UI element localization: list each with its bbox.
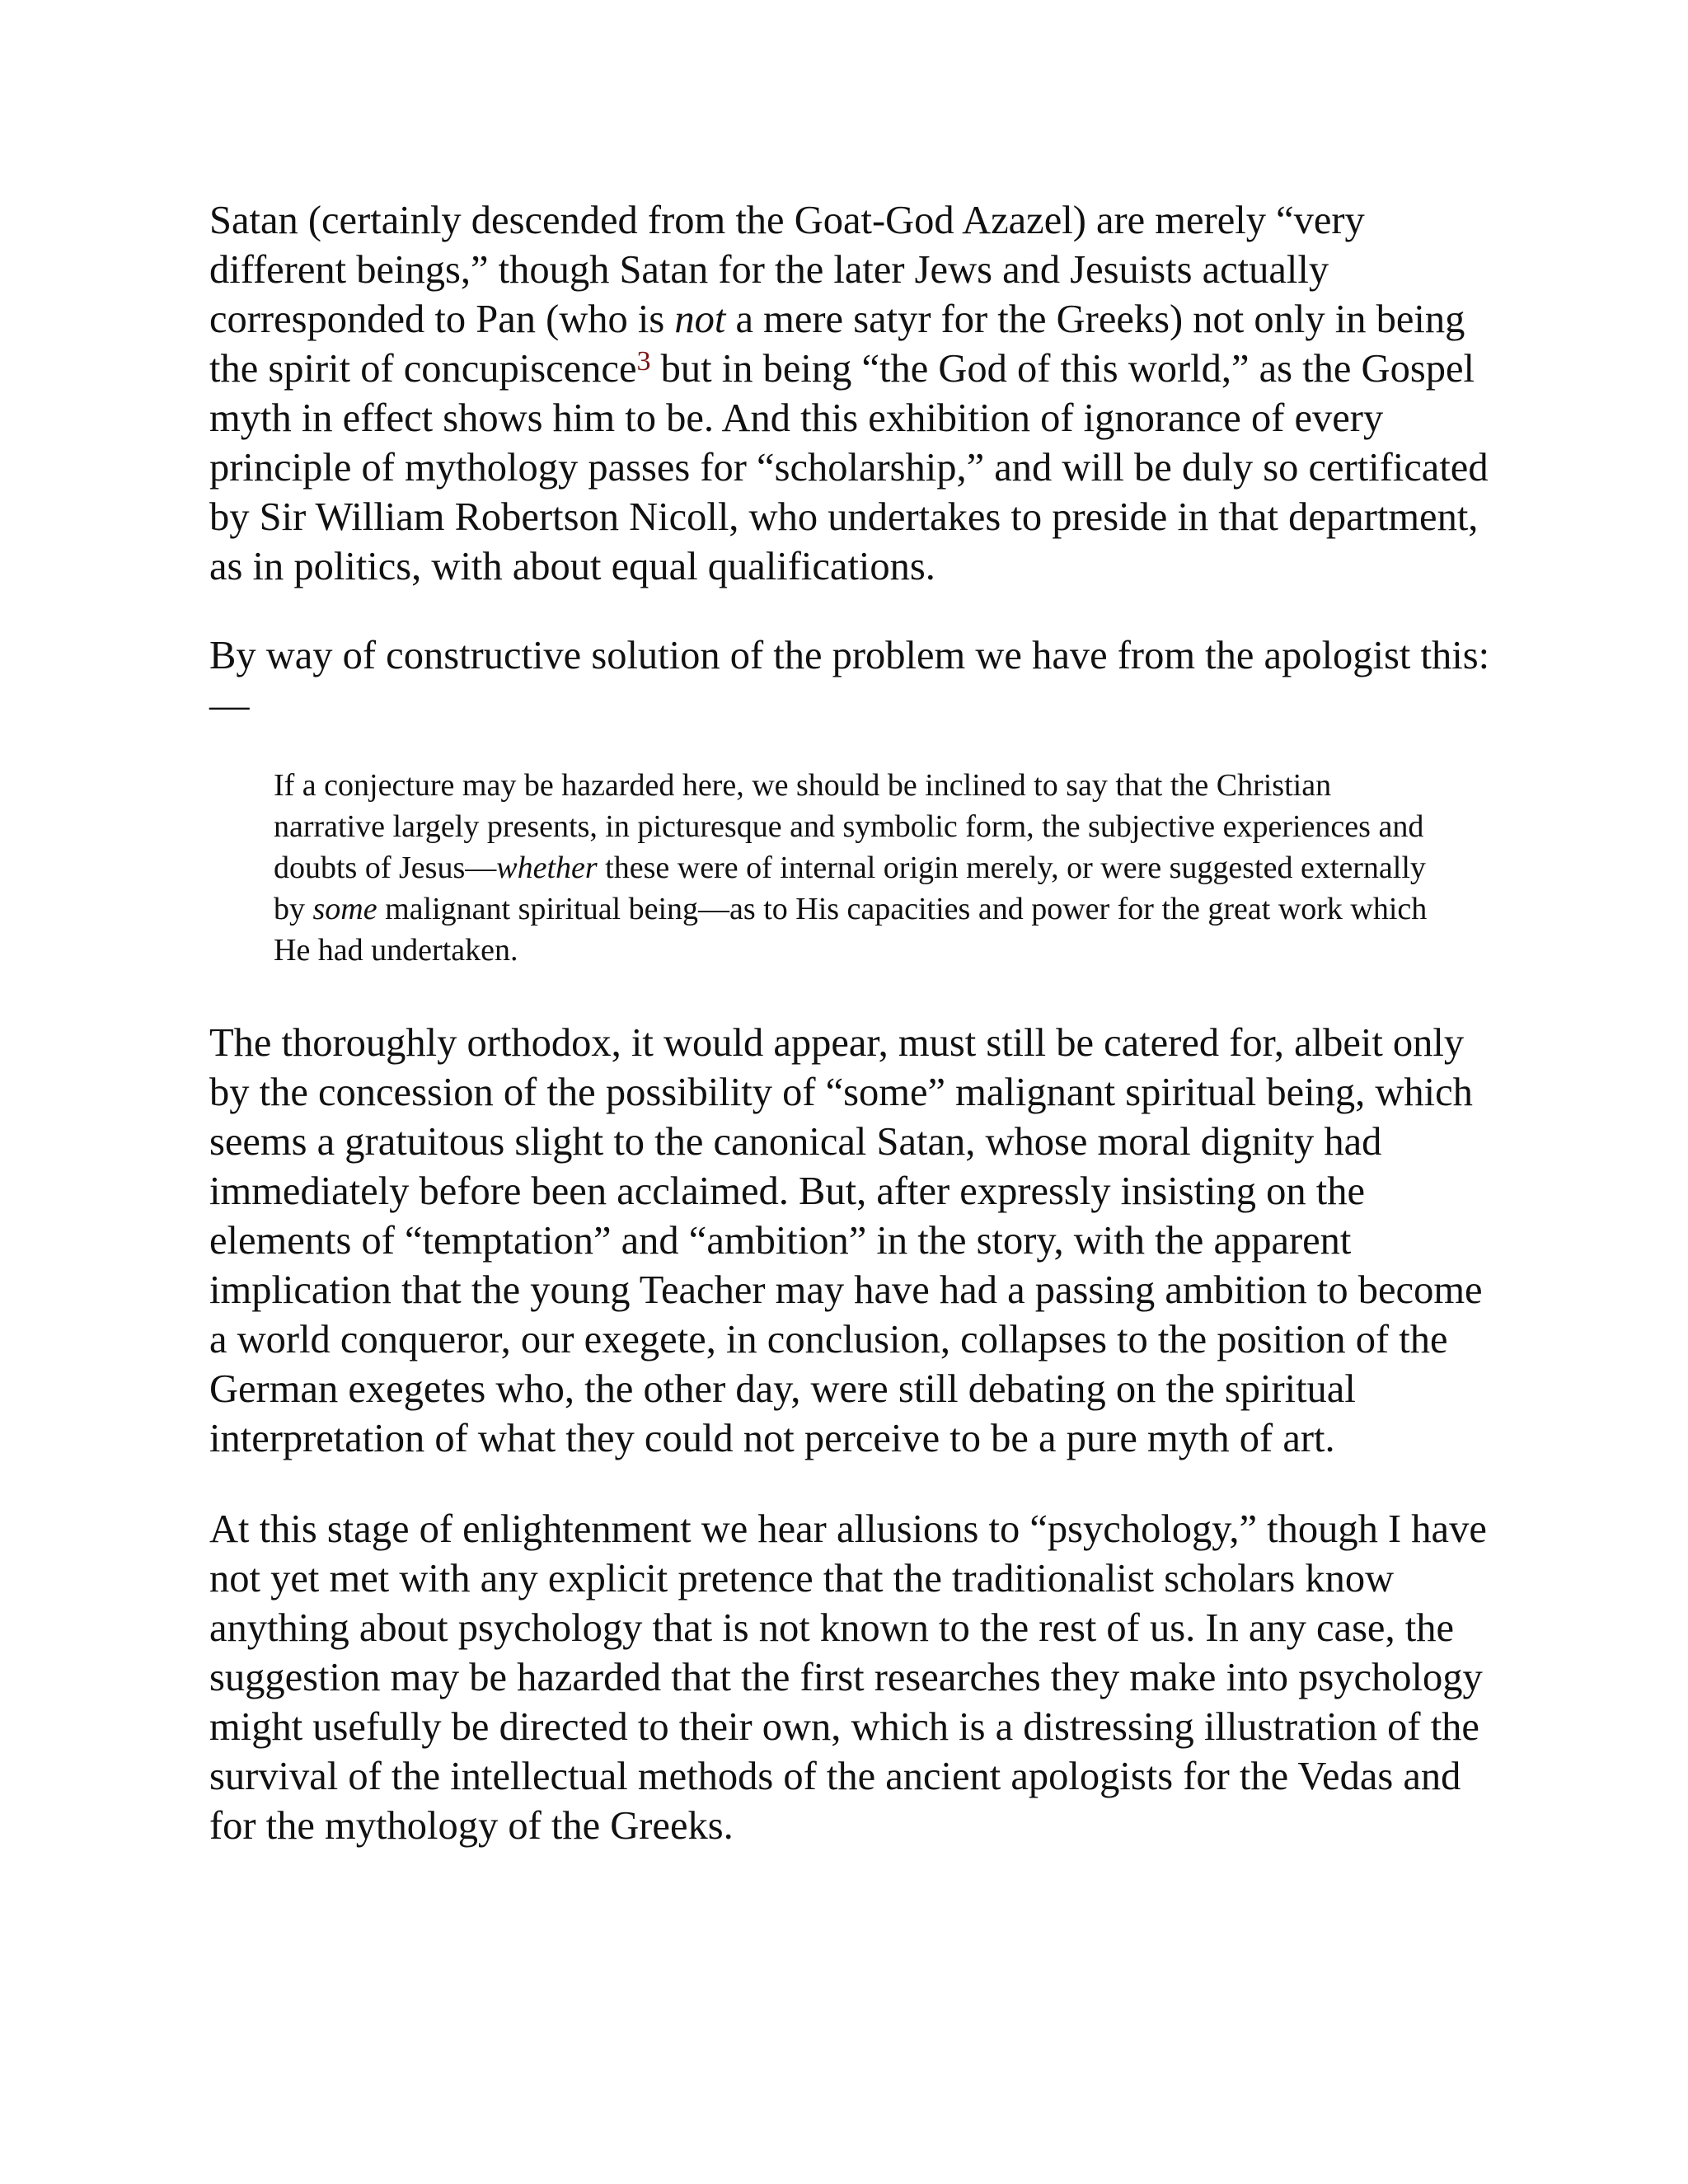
quote-text-c: malignant spiritual being—as to His capacities and power for the great work which He had undertaken. [274, 892, 1428, 968]
quote-emphasis-some: some [312, 892, 377, 926]
p1-text-b: a mere satyr for the Greeks) not only in being the spirit of concupiscence [209, 298, 1465, 391]
quote-emphasis-whether: whether [496, 851, 598, 885]
p1-emphasis-not: not [674, 298, 726, 341]
paragraph-constructive-solution: By way of constructive solution of the problem we have from the apologist this:— [209, 634, 1490, 727]
p1-text-a: Satan (certainly descended from the Goat-God Azazel) are merely “very different beings,” though Satan for the later Jews and Jesuists actually corresponded to Pan (who is [209, 199, 1365, 341]
block-quote-conjecture [274, 765, 1444, 971]
footnote-ref-3[interactable]: 3 [636, 346, 651, 377]
paragraph-psychology: At this stage of enlightenment we hear allusions to “psychology,” though I have not yet met with any explicit pretence that the traditionalist scholars know anything about psychology that is not known to the rest of us. In any case, the suggestion may be hazarded that the first researches they make into psychology might usefully be directed to their own, which is a distressing illustration of the survival of the intellectual methods of the ancient apologists for the Vedas and for the mythology of the Greeks. [209, 1507, 1487, 1848]
paragraph-satan-pan [209, 196, 1495, 592]
p1-text-c: but in being “the God of this world,” as the Gospel myth in effect shows him to be. And this exhibition of ignorance of every principle of mythology passes for “scholarship,” and will be duly so certificated by Sir William Robertson Nicoll, who undertakes to preside in that department, as in politics, with about equal qualifications. [209, 347, 1489, 588]
quote-text-b: these were of internal origin merely, or were suggested externally by [274, 851, 1426, 926]
paragraph-thoroughly-orthodox: The thoroughly orthodox, it would appear, must still be catered for, albeit only by the concession of the possibility of “some” malignant spiritual being, which seems a gratuitous slight to the canonical Satan, whose moral dignity had immediately before been acclaimed. But, after expressly insisting on the elements of “temptation” and “ambition” in the story, with the apparent implication that the young Teacher may have had a passing ambition to become a world conqueror, our exegete, in conclusion, collapses to the position of the German exegetes who, the other day, were still debating on the spiritual interpretation of what they could not perceive to be a pure myth of art. [209, 1021, 1483, 1460]
page-body [209, 196, 1495, 1851]
quote-text-a: If a conjecture may be hazarded here, we should be inclined to say that the Christian narrative largely presents, in picturesque and symbolic form, the subjective experiences and doubts of Jesus— [274, 768, 1424, 885]
